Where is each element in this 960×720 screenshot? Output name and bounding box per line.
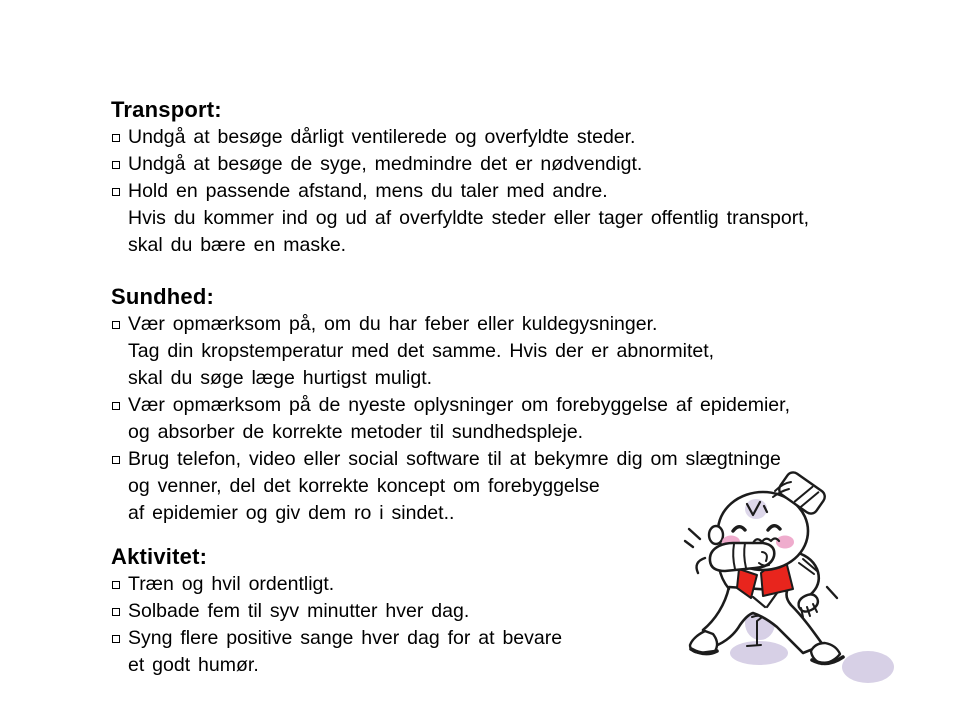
line-text: et godt humør. — [128, 654, 259, 676]
square-bullet-icon — [112, 608, 120, 616]
bullet-list-transport — [111, 124, 901, 259]
bullet-line — [111, 178, 901, 205]
square-bullet-icon — [112, 134, 120, 142]
continuation-line — [111, 338, 901, 365]
square-bullet-icon — [112, 161, 120, 169]
line-text: Syng flere positive sange hver dag for at bevare — [128, 627, 563, 649]
square-bullet-icon — [112, 635, 120, 643]
illustration-right-arm — [791, 551, 819, 617]
child-coughing-illustration — [655, 455, 900, 695]
line-text: Undgå at besøge de syge, medmindre det er nødvendigt. — [128, 153, 643, 175]
line-text: Brug telefon, video eller social software til at bekymre dig om slægtninge — [128, 448, 781, 470]
continuation-line — [111, 205, 901, 232]
line-text: Hold en passende afstand, mens du taler med andre. — [128, 180, 608, 202]
line-text: Træn og hvil ordentligt. — [128, 573, 335, 595]
line-text: Tag din kropstemperatur med det samme. Hvis der er abnormitet, — [128, 340, 715, 362]
bullet-line — [111, 392, 901, 419]
bullet-line — [111, 124, 901, 151]
line-text: skal du bære en maske. — [128, 234, 347, 256]
continuation-line — [111, 419, 901, 446]
line-text: Undgå at besøge dårligt ventilerede og overfyldte steder. — [128, 126, 636, 148]
bullet-line — [111, 311, 901, 338]
line-text: og venner, del det korrekte koncept om forebyggelse — [128, 475, 600, 497]
square-bullet-icon — [112, 456, 120, 464]
bullet-line — [111, 151, 901, 178]
section-transport — [111, 96, 901, 259]
line-text: af epidemier og giv dem ro i sindet.. — [128, 502, 455, 524]
section-heading-aktivitet: Aktivitet: — [111, 544, 208, 569]
line-text: skal du søge læge hurtigst muligt. — [128, 367, 433, 389]
square-bullet-icon — [112, 188, 120, 196]
continuation-line — [111, 232, 901, 259]
square-bullet-icon — [112, 402, 120, 410]
line-text: Vær opmærksom på, om du har feber eller kuldegysninger. — [128, 313, 658, 335]
continuation-line — [111, 365, 901, 392]
section-heading-transport: Transport: — [111, 97, 222, 122]
line-text: Hvis du kommer ind og ud af overfyldte steder eller tager offentlig transport, — [128, 207, 810, 229]
square-bullet-icon — [112, 581, 120, 589]
line-text: Solbade fem til syv minutter hver dag. — [128, 600, 470, 622]
line-text: og absorber de korrekte metoder til sundhedspleje. — [128, 421, 584, 443]
section-heading-sundhed: Sundhed: — [111, 284, 215, 309]
square-bullet-icon — [112, 321, 120, 329]
line-text: Vær opmærksom på de nyeste oplysninger om forebyggelse af epidemier, — [128, 394, 790, 416]
